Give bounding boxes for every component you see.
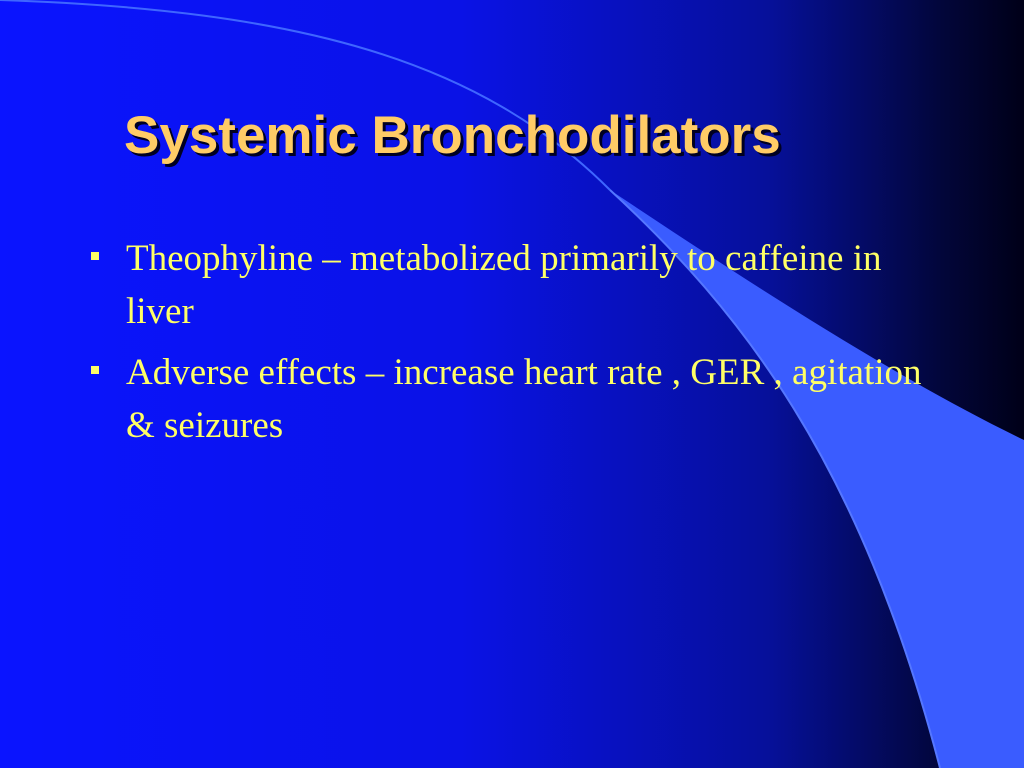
bullet-list bbox=[88, 232, 968, 460]
bullet-item bbox=[88, 346, 968, 452]
square-bullet-icon bbox=[91, 252, 99, 260]
square-bullet-icon bbox=[91, 366, 99, 374]
bullet-text: Theophyline – metabolized primarily to caffeine in liver bbox=[126, 238, 882, 332]
bullet-text: Adverse effects – increase heart rate , GER , agitation & seizures bbox=[126, 352, 922, 446]
bullet-item bbox=[88, 232, 968, 338]
slide-title: Systemic Bronchodilators bbox=[124, 106, 781, 165]
